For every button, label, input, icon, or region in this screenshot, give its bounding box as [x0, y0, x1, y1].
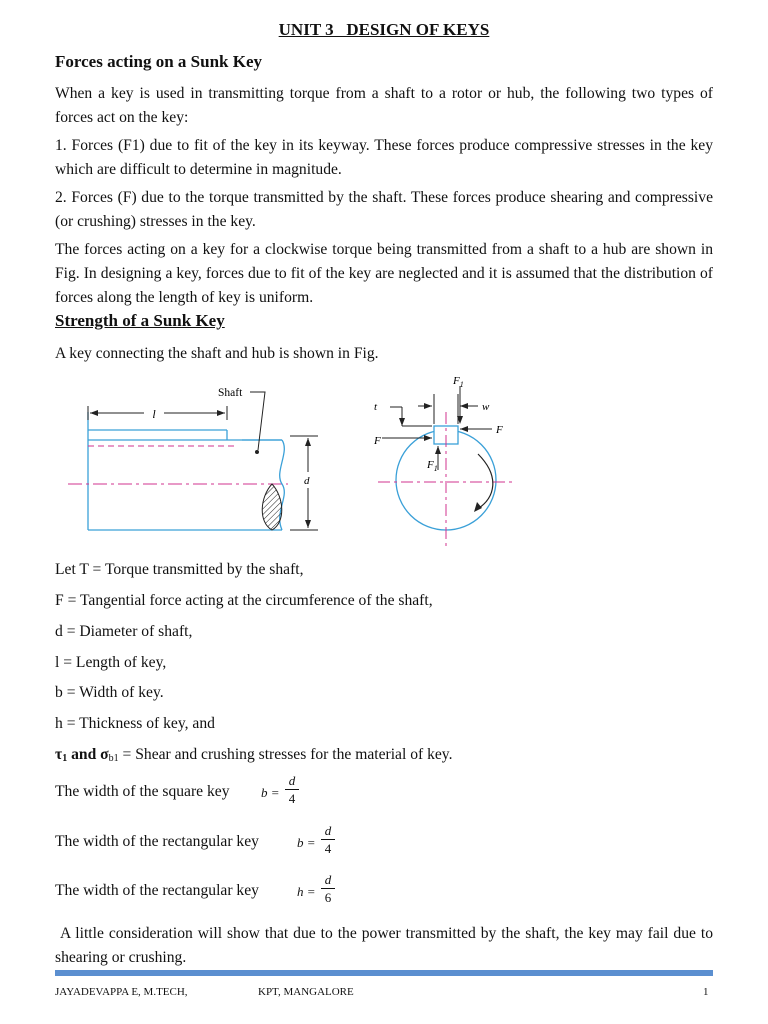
paragraph-conclusion: A little consideration will show that due to the power transmitted by the shaft, the key may fail due to shearing or crushing.: [55, 925, 717, 966]
section-heading-forces: Forces acting on a Sunk Key: [55, 52, 263, 71]
label-diameter-d: d: [304, 475, 310, 487]
shaft-key-diagram: [60, 372, 530, 552]
definition-width: b = Width of key.: [55, 684, 164, 701]
paragraph-item-2: 2. Forces (F) due to the torque transmitted by the shaft. These forces produce shearing and compressive (or crushing) stresses in the key.: [55, 189, 713, 230]
label-force-f1-lower: $F_1$: [427, 459, 438, 473]
paragraph-intro: When a key is used in transmitting torque from a shaft to a rotor or hub, the following two types of forces act on the key:: [55, 85, 713, 126]
footer-page-number: 1: [703, 986, 709, 998]
label-length-l: l: [152, 407, 156, 421]
shaft-cross-section: [373, 375, 514, 546]
paragraph-forces-description: The forces acting on a key for a clockwise torque being transmitted from a shaft to a hub are shown in Fig. In designing a key, forces due to fit of the key are neglected and it is assumed that the distribution of forces along the length of key is uniform.: [55, 241, 713, 306]
definition-stresses: $\tau_1$ and $\sigma_{b1}$ = Shear and crushing stresses for the material of key.: [55, 746, 453, 764]
label-width-w: w: [482, 401, 490, 413]
definition-length: l = Length of key,: [55, 654, 167, 671]
shaft-side-view: [68, 387, 318, 530]
label-thickness-t: t: [374, 401, 378, 413]
definition-torque: Let T = Torque transmitted by the shaft,: [55, 561, 304, 578]
sigma-symbol: σ: [100, 746, 109, 763]
page-title: UNIT 3 DESIGN OF KEYS: [278, 20, 490, 39]
formula-square-key-width: The width of the square key b = d 4: [55, 773, 355, 813]
tau-symbol: τ: [55, 746, 63, 763]
formula-rectangular-key-thickness: The width of the rectangular key h = d 6: [55, 872, 375, 912]
formula-rectangular-key-width: The width of the rectangular key b = d 4: [55, 823, 375, 863]
shaft-key-figure: [60, 372, 530, 552]
definition-diameter: d = Diameter of shaft,: [55, 623, 193, 640]
label-force-f-left: F: [374, 435, 381, 447]
paragraph-strength-intro: A key connecting the shaft and hub is shown in Fig.: [55, 345, 379, 362]
footer-divider: [55, 970, 713, 976]
label-shaft: Shaft: [218, 387, 243, 399]
label-force-f-right: F: [496, 424, 503, 436]
definition-thickness: h = Thickness of key, and: [55, 715, 215, 732]
fraction: d 4: [285, 773, 299, 806]
fraction: d 4: [321, 823, 335, 856]
fraction: d 6: [321, 872, 335, 905]
paragraph-item-1: 1. Forces (F1) due to fit of the key in its keyway. These forces produce compressive stresses in the key which are difficult to determine in magnitude.: [55, 137, 713, 178]
footer-institute: KPT, MANGALORE: [258, 986, 354, 998]
footer-author: JAYADEVAPPA E, M.TECH,: [55, 986, 188, 998]
definition-force: F = Tangential force acting at the circumference of the shaft,: [55, 592, 433, 609]
label-force-f1-top: $F_1$: [453, 375, 464, 389]
section-heading-strength: Strength of a Sunk Key: [55, 311, 225, 330]
